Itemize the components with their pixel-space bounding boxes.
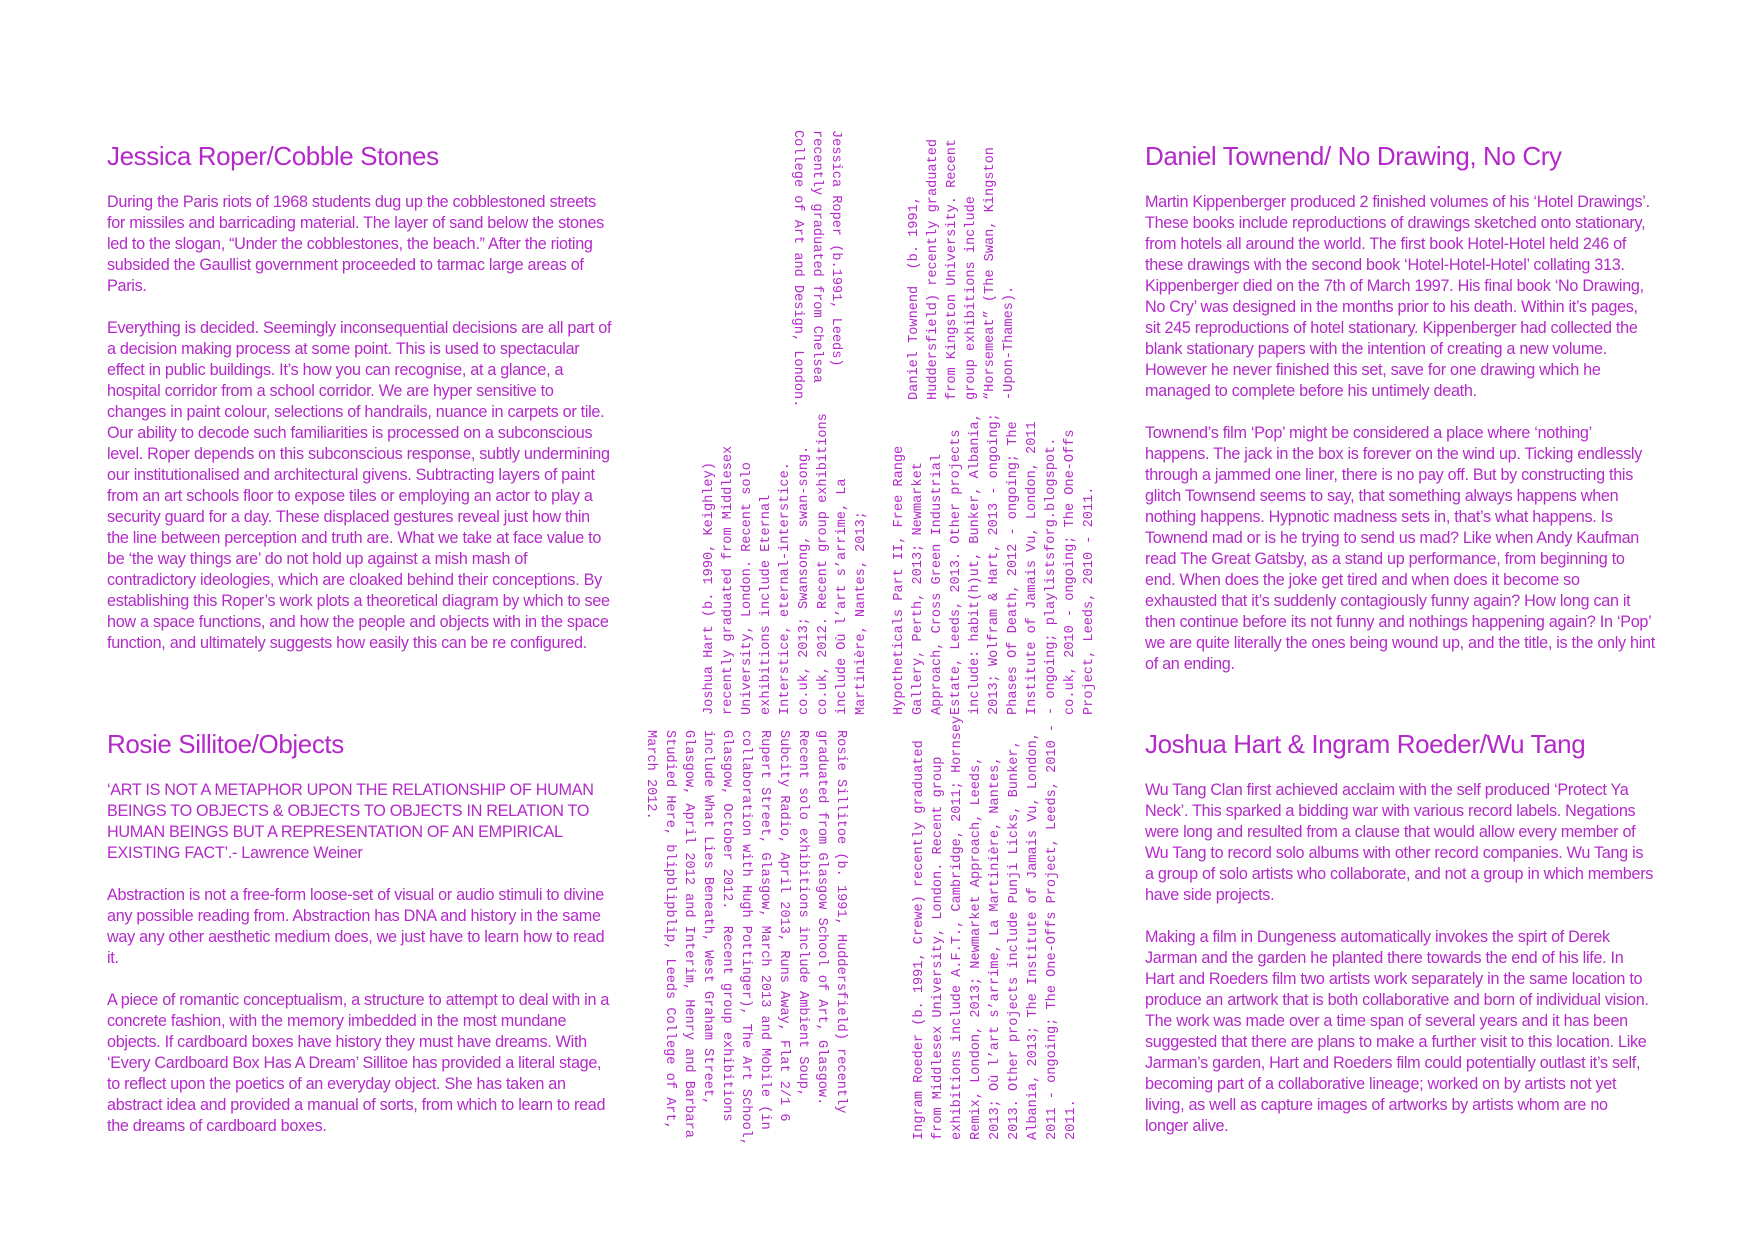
bio-joshua-hart-continued-wrap bbox=[890, 415, 1100, 715]
bio-rosie-sillitoe-wrap bbox=[640, 730, 850, 1150]
section-rosie-sillitoe bbox=[107, 730, 612, 1137]
bio-joshua-hart-continued: Hypotheticals Part II, Free Range Gallery, Perth, 2013; Newmarket Approach, Cross Green Industrial Estate, Leeds, 2013. Other projects include: habit(h)ut, Bunker, Albania, 2013; Wolfram & Hart, 2013 - ongoing; Phases Of Death, 2012 - ongoing; The Institute of Jamais Vu, London, 2011 - ongoing; playlistsforg.blogspot. co.uk, 2010 - ongoing; The One-Offs Project, Leeds, 2010 - 2011. bbox=[892, 413, 1097, 715]
bio-daniel-townend: Daniel Townend (b. 1991, Huddersfield) recently graduated from Kingston University. Recent group exhibitions include “Horsemeat” (The Swan, Kingston -Upon-Thames). bbox=[907, 138, 1017, 400]
roper-paragraph-1: During the Paris riots of 1968 students dug up the cobblestoned streets for missiles and barricading material. The layer of sand below the stones led to the slogan, “Under the cobblestones, the beach.” After the rioting subsided the Gaullist government proceeded to tarmac large areas of Paris. bbox=[107, 192, 604, 295]
heading-daniel-townend: Daniel Townend/ No Drawing, No Cry bbox=[1145, 141, 1562, 171]
townend-paragraph-1: Martin Kippenberger produced 2 finished volumes of his ‘Hotel Drawings’. These books include reproductions of drawings sketched onto stationary, from hotels all around the world. The first book Hotel-Hotel held 246 of these drawings with the second book ‘Hotel-Hotel-Hotel’ collating 313. Kippenberger died on the 7th of March 1997. His final book ‘No Drawing, No Cry’ was designed in the months prior to his death. Within it’s pages, sit 245 reproductions of hotel stationary. Kippenberger had collected the blank stationary papers with the intention of creating a new volume. However he never finished this set, save for one drawing which he managed to complete before his untimely death. bbox=[1145, 192, 1650, 400]
bio-ingram-roeder: Ingram Roeder (b. 1991, Crewe) recently graduated from Middlesex University, London. Recent group exhibitions include A.F.T., Cambridge, 2011; Hornsey Remix, London, 2013; Newmarket Approach, Leeds, 2013; Où l’art s’arrime, La Martinière, Nantes, 2013. Other projects include Punji Licks, Bunker, Albania, 2013; The Institute of Jamais Vu, London, 2011 - ongoing; The One-Offs Project, Leeds, 2010 - 2011. bbox=[912, 715, 1079, 1140]
roper-paragraph-2: Everything is decided. Seemingly inconsequential decisions are all part of a decision making process at some point. This is used to spectacular effect in public buildings. It’s how you can recognise, at a glance, a hospital corridor from a school corridor. We are hyper sensitive to changes in paint colour, selections of handrails, nuance in carpets or tile. Our ability to decode such familiarities is processed on a subconscious level. Roper depends on this subconscious response, subtly undermining our institutionalised and architectural givens. Subtracting layers of paint from an art schools floor to expose tiles or employing an actor to play a security guard for a day. These displaced gestures reveal just how thin the line between perception and truth are. What we take at face value to be ‘the way things are’ do not hold up against a mish mash of contradictory ideologies, which are cloaked behind their conceptions. By establishing this Roper’s work plots a theoretical diagram by which to see how a space functions, and how the people and objects with in the space function, and ultimately suggests how easily this can be re configured. bbox=[107, 318, 612, 652]
bio-rosie-sillitoe: Rosie Sillitoe (b. 1991, Huddersfield) recently graduated from Glasgow School of Art, Glasgow. Recent solo exhibitions include Ambient Soup, Subcity Radio, April 2013, Runs Away, Flat 2/1 6 Rupert Street, Glasgow, March 2013 and Mobile (in collaboration with Hugh Pottinger), The Art School, Glasgow, October 2012. Recent group exhibitions include What Lies Beneath, West Graham Street, Glasgow, April 2012 and Interim, Henry and Barbara Studied Here, blipblipblip, Leeds College of Art, March 2012. bbox=[643, 730, 848, 1147]
heading-jessica-roper: Jessica Roper/Cobble Stones bbox=[107, 141, 439, 171]
heading-rosie-sillitoe: Rosie Sillitoe/Objects bbox=[107, 729, 344, 759]
bio-daniel-townend-wrap bbox=[905, 130, 1020, 400]
bio-joshua-hart: Joshua Hart (b. 1990, Keighley) recently graduated from Middlesex University, London. Recent solo exhibitions include Eternal Interstice, eternal-interstice. co.uk, 2013; Swansong, swan-song. co.uk, 2012. Recent group exhibitions include Où l’art s’arrime, La Martinière, Nantes, 2013; bbox=[702, 413, 869, 715]
section-daniel-townend bbox=[1145, 142, 1655, 675]
weiner-quote: ‘ART IS NOT A METAPHOR UPON THE RELATIONSHIP OF HUMAN BEINGS TO OBJECTS & OBJECTS TO OBJECTS IN RELATION TO HUMAN BEINGS BUT A REPRESENTATION OF AN EMPIRICAL EXISTING FACT’.- Lawrence Weiner bbox=[107, 780, 594, 862]
section-jessica-roper bbox=[107, 142, 612, 654]
hart-roeder-paragraph-1: Wu Tang Clan first achieved acclaim with the self produced ‘Protect Ya Neck’. This sparked a bidding war with various record labels. Negations were long and resulted from a clause that would allow every member of Wu Tang to record solo albums with other record companies. Wu Tang is a group of solo artists who collaborate, and not a group in which members have side projects. bbox=[1145, 780, 1654, 904]
bio-jessica-roper-wrap bbox=[785, 130, 845, 408]
heading-hart-roeder: Joshua Hart & Ingram Roeder/Wu Tang bbox=[1145, 729, 1586, 759]
hart-roeder-paragraph-2: Making a film in Dungeness automatically invokes the spirt of Derek Jarman and the garden he planted there towards the end of his life. In Hart and Roeders film two artists work separately in the same location to produce an artwork that is both collaborative and born of individual vision. The work was made over a time span of several years and it has been suggested that there are plans to make a further visit to this location. Like Jarman’s garden, Hart and Roeders film could potentially outlast it’s self, becoming part of a collaborative lineage; worked on by artists not yet living, as well as capture images of artworks by artists whom are no longer alive. bbox=[1145, 927, 1649, 1135]
sillitoe-paragraph-1: Abstraction is not a free-form loose-set of visual or audio stimuli to divine any possible reading from. Abstraction has DNA and history in the same way any other aesthetic medium does, we just have to learn how to read it. bbox=[107, 885, 605, 967]
bio-ingram-roeder-wrap bbox=[910, 715, 1082, 1140]
bio-jessica-roper: Jessica Roper (b.1991, Leeds) recently graduated from Chelsea College of Art and Design, London. bbox=[790, 130, 843, 408]
townend-paragraph-2: Townend’s film ‘Pop’ might be considered a place where ‘nothing’ happens. The jack in the box is forever on the wind up. Ticking endlessly through a jammed one liner, there is no pay off. But by constructing this glitch Townsend seems to say, that something always happens when nothing happens. Hypnotic madness sets in, that’s what happens. Is Townend mad or is he trying to send us mad? Like when Andy Kaufman read The Great Gatsby, as a stand up performance, from beginning to end. When does the joke get tired and when does it become so exhausted that it’s suddenly contagiously funny again? How long can it then continue before its not funny and nothings happening again? In ‘Pop’ we are quite literally the ones being wound up, and the title, is the only hint of an ending. bbox=[1145, 423, 1655, 673]
section-hart-roeder bbox=[1145, 730, 1655, 1137]
sillitoe-paragraph-2: A piece of romantic conceptualism, a structure to attempt to deal with in a concrete fashion, with the memory imbedded in the most mundane objects. If cardboard boxes have history they must have dreams. With ‘Every Cardboard Box Has A Dream’ Sillitoe has provided a literal stage, to reflect upon the poetics of an everyday object. She has taken an abstract idea and provided a manual of sorts, from which to learn to read the dreams of cardboard boxes. bbox=[107, 990, 610, 1135]
bio-joshua-hart-wrap bbox=[700, 415, 875, 715]
